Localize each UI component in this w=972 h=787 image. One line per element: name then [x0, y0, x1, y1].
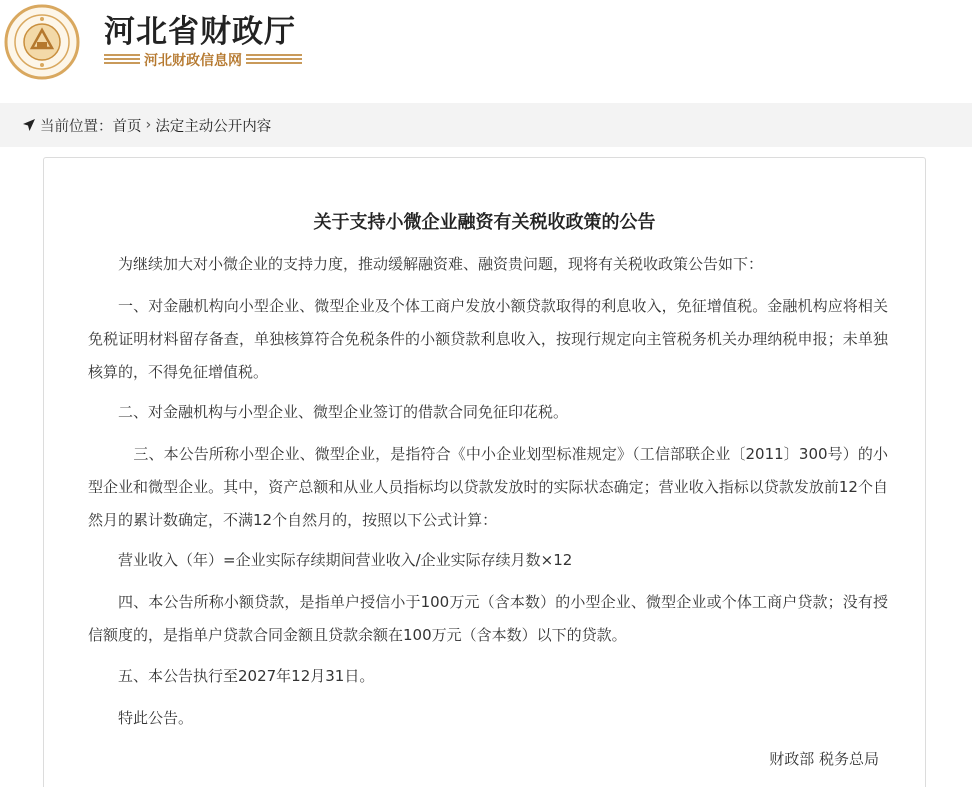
site-subtitle: 河北财政信息网: [144, 53, 242, 69]
article-paragraph: 二、对金融机构与小型企业、微型企业签订的借款合同免征印花税。: [118, 403, 569, 421]
article-paragraph: 为继续加大对小微企业的支持力度，推动缓解融资难、融资贵问题，现将有关税收政策公告如下：: [118, 255, 764, 273]
article-paragraph: 营业收入（年）=企业实际存续期间营业收入/企业实际存续月数×12: [118, 551, 573, 569]
breadcrumb-current-link[interactable]: 法定主动公开内容: [155, 118, 272, 135]
article-signature: 财政部 税务总局: [769, 750, 879, 768]
decorative-stripes: [104, 54, 140, 66]
article-paragraph: 三、本公告所称小型企业、微型企业，是指符合《中小企业划型标准规定》（工信部联企业〔2011〕300号）的小型企业和微型企业。其中，资产总额和从业人员指标均以贷款发放时的实际状态确定；营业收入指标以贷款发放前12个自然月的累计数确定，不满12个自然月的，按照以下公式计算：: [88, 445, 888, 529]
article-container: [43, 157, 926, 787]
article-title: 关于支持小微企业融资有关税收政策的公告: [313, 212, 656, 233]
article-paragraph: 特此公告。: [118, 709, 194, 727]
site-subtitle-bar: [104, 50, 302, 70]
article-paragraph: 四、本公告所称小额贷款，是指单户授信小于100万元（含本数）的小型企业、微型企业或个体工商户贷款；没有授信额度的，是指单户贷款合同金额且贷款余额在100万元（含本数）以下的贷款。: [88, 593, 888, 644]
site-header: [0, 0, 972, 100]
emblem-logo-icon[interactable]: [4, 4, 80, 80]
breadcrumb-prefix: 当前位置：: [40, 118, 113, 135]
article-paragraph: 五、本公告执行至2027年12月31日。: [118, 667, 375, 685]
breadcrumb-home-link[interactable]: 首页: [112, 118, 142, 135]
site-title: 河北省财政厅: [104, 14, 296, 50]
breadcrumb: [0, 103, 972, 147]
article-paragraph: 一、对金融机构向小型企业、微型企业及个体工商户发放小额贷款取得的利息收入，免征增值税。金融机构应将相关免税证明材料留存备查，单独核算符合免税条件的小额贷款利息收入，按现行规定向主管税务机关办理纳税申报；未单独核算的，不得免征增值税。: [88, 297, 888, 381]
location-arrow-icon: [22, 118, 36, 132]
decorative-stripes: [246, 54, 302, 66]
breadcrumb-separator: ›: [145, 117, 152, 133]
